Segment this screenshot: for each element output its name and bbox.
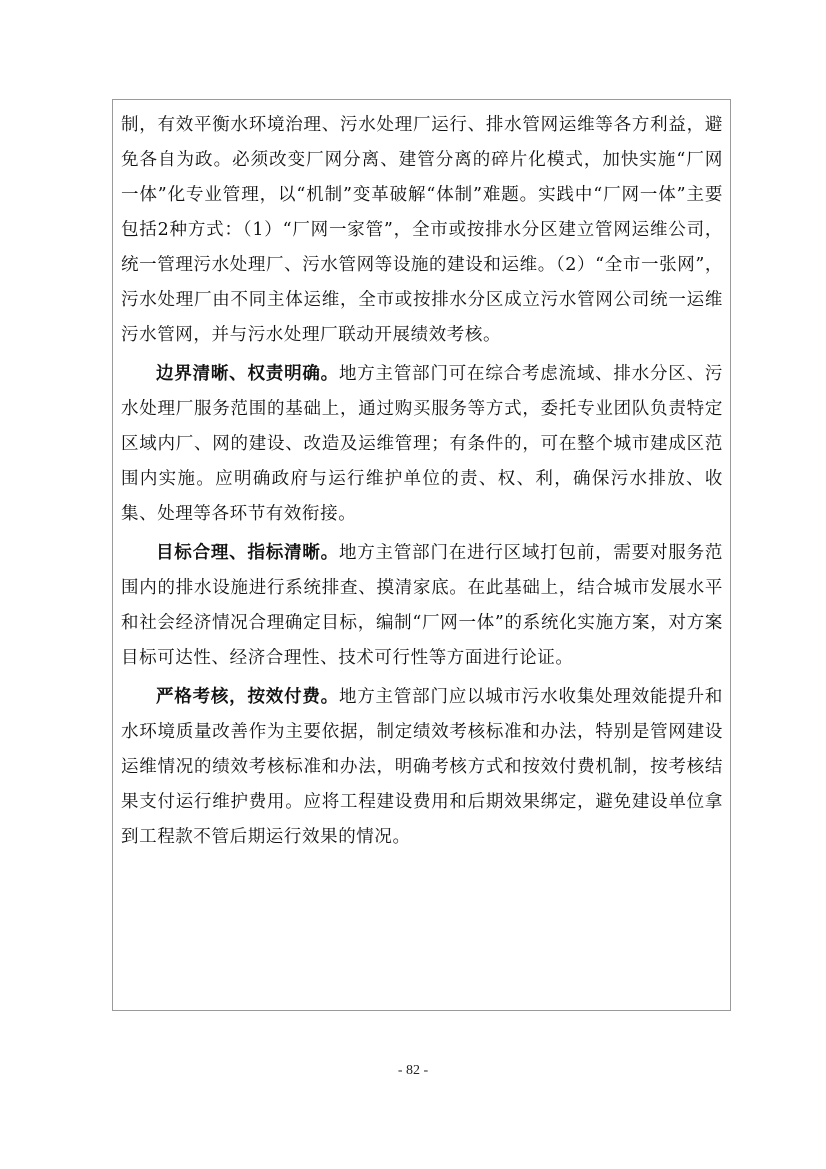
paragraph-text: 地方主管部门可在综合考虑流域、排水分区、污水处理厂服务范围的基础上，通过购买服务等方式，委托专业团队负责特定区域内厂、网的建设、改造及运维管理；有条件的，可在整个城市建成区范围内实施。应明确政府与运行维护单位的责、权、利，确保污水排放、收集、处理等各环节有效衔接。 bbox=[121, 364, 723, 524]
paragraph-boundaries bbox=[121, 357, 723, 532]
paragraph-text: 地方主管部门应以城市污水收集处理效能提升和水环境质量改善作为主要依据，制定绩效考核标准和办法，特别是管网建设运维情况的绩效考核标准和办法，明确考核方式和按效付费机制，按考核结果支付运行维护费用。应将工程建设费用和后期效果绑定，避免建设单位拿到工程款不管后期运行效果的情况。 bbox=[121, 687, 723, 847]
paragraph-continuation bbox=[121, 108, 723, 353]
paragraph-heading: 目标合理、指标清晰。 bbox=[156, 543, 339, 563]
paragraph-text: 制，有效平衡水环境治理、污水处理厂运行、排水管网运维等各方利益，避免各自为政。必须改变厂网分离、建管分离的碎片化模式，加快实施“厂网一体”化专业管理，以“机制”变革破解“体制”难题。实践中“厂网一体”主要包括2种方式：（1）“厂网一家管”，全市或按排水分区建立管网运维公司，统一管理污水处理厂、污水管网等设施的建设和运维。（2）“全市一张网”，污水处理厂由不同主体运维，全市或按排水分区成立污水管网公司统一运维污水管网，并与污水处理厂联动开展绩效考核。 bbox=[121, 115, 723, 345]
paragraph-text: 地方主管部门在进行区域打包前，需要对服务范围内的排水设施进行系统排查、摸清家底。在此基础上，结合城市发展水平和社会经济情况合理确定目标，编制“厂网一体”的系统化实施方案，对方案目标可达性、经济合理性、技术可行性等方面进行论证。 bbox=[121, 543, 723, 668]
document-body bbox=[121, 108, 723, 855]
paragraph-targets bbox=[121, 536, 723, 676]
paragraph-assessment bbox=[121, 680, 723, 855]
page-number: - 82 - bbox=[397, 1063, 429, 1078]
paragraph-heading: 边界清晰、权责明确。 bbox=[156, 364, 339, 384]
paragraph-heading: 严格考核，按效付费。 bbox=[156, 687, 339, 707]
